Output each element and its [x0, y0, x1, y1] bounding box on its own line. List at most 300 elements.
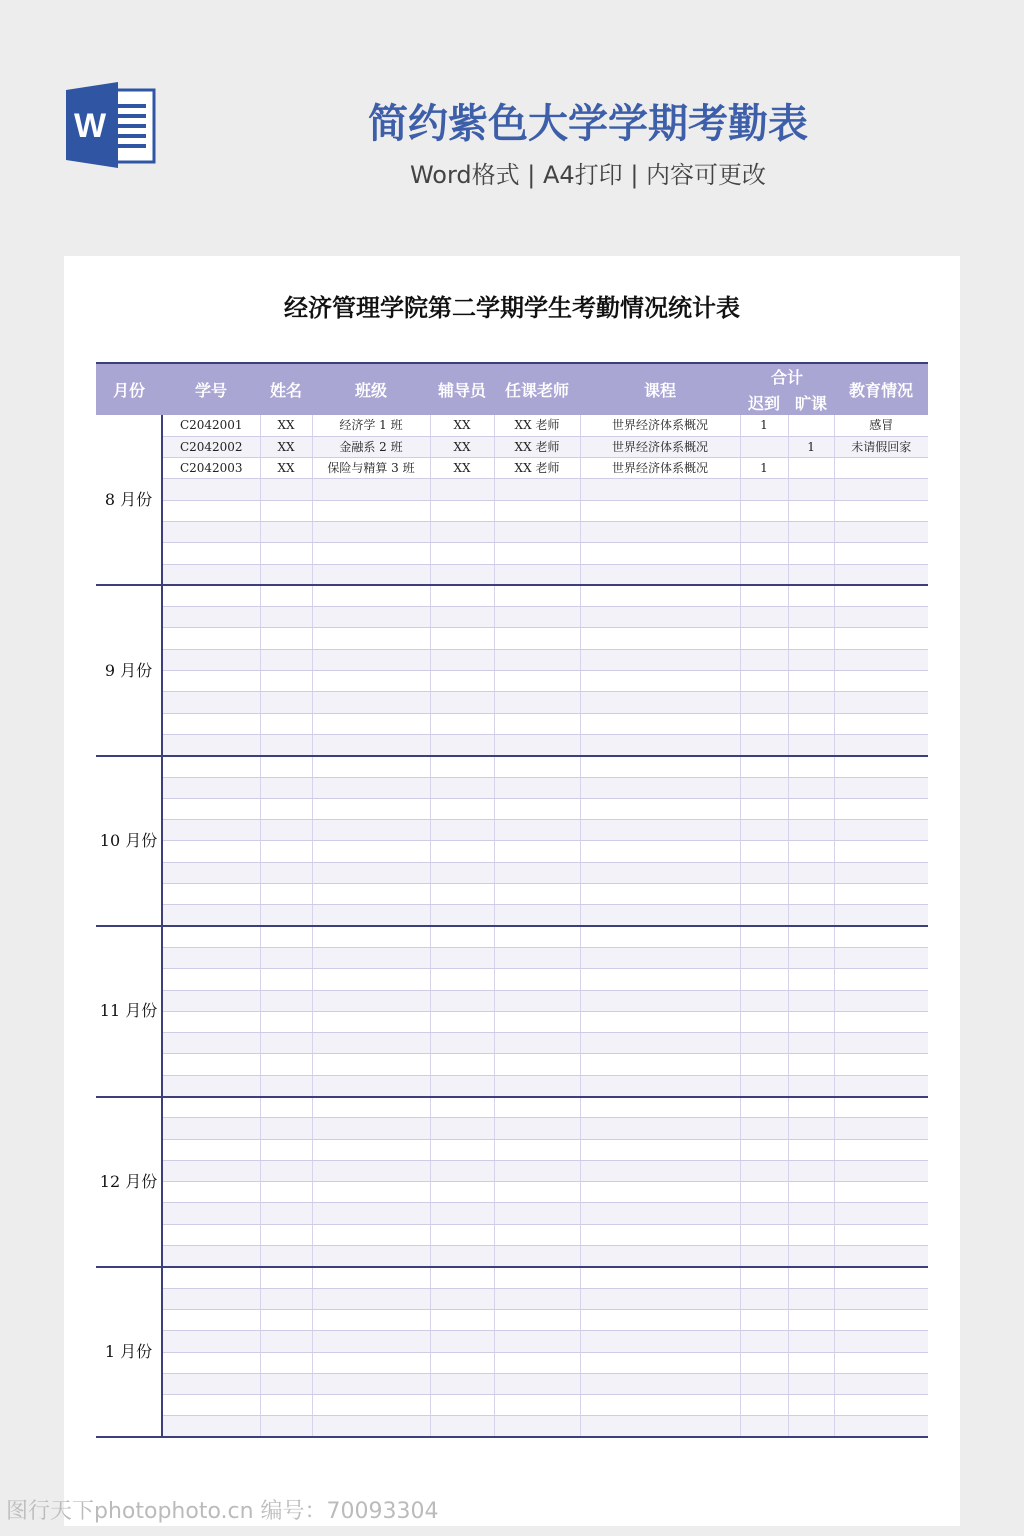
table-cell[interactable]: [580, 585, 740, 606]
table-cell[interactable]: [788, 649, 834, 670]
table-cell[interactable]: [740, 1203, 788, 1224]
table-cell[interactable]: [430, 543, 494, 564]
table-cell[interactable]: [430, 1203, 494, 1224]
table-cell[interactable]: [494, 990, 580, 1011]
table-cell[interactable]: [430, 1288, 494, 1309]
table-cell[interactable]: [312, 990, 430, 1011]
table-cell[interactable]: [740, 1182, 788, 1203]
table-cell[interactable]: [162, 926, 260, 947]
table-cell[interactable]: [260, 628, 312, 649]
table-cell[interactable]: [834, 1118, 928, 1139]
table-cell[interactable]: [788, 1309, 834, 1330]
table-cell[interactable]: [162, 1160, 260, 1181]
table-cell[interactable]: [740, 862, 788, 883]
table-cell[interactable]: [740, 777, 788, 798]
table-cell[interactable]: [740, 1416, 788, 1437]
table-cell[interactable]: [788, 1182, 834, 1203]
table-cell[interactable]: [834, 1097, 928, 1118]
table-cell[interactable]: [260, 1331, 312, 1352]
table-cell[interactable]: [580, 947, 740, 968]
table-cell[interactable]: [162, 905, 260, 926]
table-cell[interactable]: [260, 862, 312, 883]
table-cell[interactable]: [430, 841, 494, 862]
table-cell[interactable]: [162, 1054, 260, 1075]
table-cell[interactable]: [312, 500, 430, 521]
table-cell[interactable]: [430, 1309, 494, 1330]
table-cell[interactable]: [312, 585, 430, 606]
table-cell[interactable]: [834, 713, 928, 734]
table-cell[interactable]: [494, 1309, 580, 1330]
table-cell[interactable]: [580, 734, 740, 755]
table-cell[interactable]: [834, 947, 928, 968]
table-cell[interactable]: [430, 1118, 494, 1139]
table-cell[interactable]: [494, 1139, 580, 1160]
table-cell[interactable]: [834, 1075, 928, 1096]
table-cell[interactable]: [834, 820, 928, 841]
table-cell[interactable]: [430, 734, 494, 755]
table-cell[interactable]: [430, 564, 494, 585]
table-cell[interactable]: [494, 1267, 580, 1288]
table-cell[interactable]: [740, 820, 788, 841]
table-cell[interactable]: [834, 969, 928, 990]
table-cell[interactable]: [260, 1373, 312, 1394]
table-cell[interactable]: [580, 1160, 740, 1181]
table-cell[interactable]: [580, 905, 740, 926]
table-cell[interactable]: 1: [740, 458, 788, 479]
table-cell[interactable]: [430, 1267, 494, 1288]
table-cell[interactable]: [788, 1288, 834, 1309]
table-cell[interactable]: [834, 1352, 928, 1373]
table-cell[interactable]: [494, 1160, 580, 1181]
table-cell[interactable]: [260, 841, 312, 862]
table-cell[interactable]: [162, 521, 260, 542]
table-cell[interactable]: [430, 1373, 494, 1394]
table-cell[interactable]: [788, 734, 834, 755]
table-cell[interactable]: [162, 798, 260, 819]
table-cell[interactable]: [260, 543, 312, 564]
table-cell[interactable]: [312, 926, 430, 947]
table-cell[interactable]: [260, 756, 312, 777]
table-cell[interactable]: [580, 1097, 740, 1118]
table-cell[interactable]: [494, 798, 580, 819]
table-cell[interactable]: [312, 969, 430, 990]
table-cell[interactable]: XX: [260, 458, 312, 479]
table-cell[interactable]: [788, 884, 834, 905]
table-cell[interactable]: [312, 1033, 430, 1054]
table-cell[interactable]: [260, 1054, 312, 1075]
table-cell[interactable]: [788, 969, 834, 990]
table-cell[interactable]: [834, 1416, 928, 1437]
table-cell[interactable]: [494, 756, 580, 777]
table-cell[interactable]: [580, 692, 740, 713]
table-cell[interactable]: [494, 607, 580, 628]
table-cell[interactable]: [312, 1203, 430, 1224]
table-cell[interactable]: [834, 798, 928, 819]
table-cell[interactable]: [312, 1267, 430, 1288]
table-cell[interactable]: [312, 564, 430, 585]
table-cell[interactable]: [834, 1160, 928, 1181]
table-cell[interactable]: [312, 1288, 430, 1309]
table-cell[interactable]: [740, 1160, 788, 1181]
table-cell[interactable]: [788, 692, 834, 713]
table-cell[interactable]: 未请假回家: [834, 436, 928, 457]
table-cell[interactable]: [162, 607, 260, 628]
table-cell[interactable]: [740, 841, 788, 862]
table-cell[interactable]: [260, 1416, 312, 1437]
table-cell[interactable]: [788, 415, 834, 436]
table-cell[interactable]: [580, 1395, 740, 1416]
table-cell[interactable]: [312, 1246, 430, 1267]
table-cell[interactable]: [430, 926, 494, 947]
table-cell[interactable]: [494, 820, 580, 841]
table-cell[interactable]: [740, 798, 788, 819]
table-cell[interactable]: [740, 500, 788, 521]
table-cell[interactable]: [834, 479, 928, 500]
table-cell[interactable]: [740, 713, 788, 734]
table-cell[interactable]: [162, 543, 260, 564]
table-cell[interactable]: [312, 777, 430, 798]
table-cell[interactable]: [312, 692, 430, 713]
table-cell[interactable]: [430, 607, 494, 628]
table-cell[interactable]: [740, 1139, 788, 1160]
table-cell[interactable]: [494, 671, 580, 692]
table-cell[interactable]: [788, 1352, 834, 1373]
table-cell[interactable]: [834, 734, 928, 755]
table-cell[interactable]: [312, 521, 430, 542]
table-cell[interactable]: [312, 649, 430, 670]
table-cell[interactable]: [740, 1118, 788, 1139]
table-cell[interactable]: [494, 884, 580, 905]
table-cell[interactable]: [162, 564, 260, 585]
table-cell[interactable]: [260, 1139, 312, 1160]
table-cell[interactable]: [260, 1075, 312, 1096]
table-cell[interactable]: [834, 458, 928, 479]
table-cell[interactable]: [788, 926, 834, 947]
table-cell[interactable]: [788, 628, 834, 649]
table-cell[interactable]: [430, 1416, 494, 1437]
table-cell[interactable]: [162, 1075, 260, 1096]
table-cell[interactable]: [260, 1267, 312, 1288]
table-cell[interactable]: [740, 969, 788, 990]
table-cell[interactable]: [494, 1054, 580, 1075]
table-cell[interactable]: [788, 585, 834, 606]
table-cell[interactable]: [580, 628, 740, 649]
table-cell[interactable]: [312, 543, 430, 564]
table-cell[interactable]: XX 老师: [494, 415, 580, 436]
table-cell[interactable]: [788, 607, 834, 628]
table-cell[interactable]: [788, 1224, 834, 1245]
table-cell[interactable]: [162, 628, 260, 649]
table-cell[interactable]: [788, 862, 834, 883]
table-cell[interactable]: [580, 649, 740, 670]
table-cell[interactable]: [312, 905, 430, 926]
table-cell[interactable]: [260, 777, 312, 798]
table-cell[interactable]: 1: [740, 415, 788, 436]
table-cell[interactable]: [580, 1011, 740, 1032]
table-cell[interactable]: [494, 521, 580, 542]
table-cell[interactable]: [260, 820, 312, 841]
table-cell[interactable]: [788, 1160, 834, 1181]
table-cell[interactable]: [260, 500, 312, 521]
table-cell[interactable]: [260, 1097, 312, 1118]
table-cell[interactable]: [312, 1118, 430, 1139]
table-cell[interactable]: [788, 564, 834, 585]
table-cell[interactable]: [430, 1224, 494, 1245]
table-cell[interactable]: [312, 1331, 430, 1352]
table-cell[interactable]: [788, 1054, 834, 1075]
table-cell[interactable]: [494, 1395, 580, 1416]
table-cell[interactable]: [788, 1139, 834, 1160]
table-cell[interactable]: [430, 756, 494, 777]
table-cell[interactable]: [834, 564, 928, 585]
table-cell[interactable]: [580, 479, 740, 500]
table-cell[interactable]: [740, 671, 788, 692]
table-cell[interactable]: [430, 1331, 494, 1352]
table-cell[interactable]: [788, 905, 834, 926]
table-cell[interactable]: [788, 820, 834, 841]
table-cell[interactable]: [430, 585, 494, 606]
table-cell[interactable]: C2042002: [162, 436, 260, 457]
table-cell[interactable]: [740, 756, 788, 777]
table-cell[interactable]: [788, 1011, 834, 1032]
table-cell[interactable]: [430, 713, 494, 734]
table-cell[interactable]: [430, 521, 494, 542]
table-cell[interactable]: [312, 1182, 430, 1203]
table-cell[interactable]: [834, 607, 928, 628]
table-cell[interactable]: [834, 1288, 928, 1309]
table-cell[interactable]: [494, 692, 580, 713]
table-cell[interactable]: [260, 884, 312, 905]
table-cell[interactable]: 经济学 1 班: [312, 415, 430, 436]
table-cell[interactable]: [162, 990, 260, 1011]
table-cell[interactable]: [430, 1182, 494, 1203]
table-cell[interactable]: [788, 841, 834, 862]
table-cell[interactable]: [312, 479, 430, 500]
table-cell[interactable]: [580, 1182, 740, 1203]
table-cell[interactable]: [834, 1267, 928, 1288]
table-cell[interactable]: [312, 1309, 430, 1330]
table-cell[interactable]: [260, 692, 312, 713]
table-cell[interactable]: [430, 1011, 494, 1032]
table-cell[interactable]: [162, 713, 260, 734]
table-cell[interactable]: [580, 1139, 740, 1160]
table-cell[interactable]: [494, 1373, 580, 1394]
table-cell[interactable]: [430, 1097, 494, 1118]
table-cell[interactable]: [162, 841, 260, 862]
table-cell[interactable]: [740, 1054, 788, 1075]
table-cell[interactable]: [260, 649, 312, 670]
table-cell[interactable]: XX: [260, 415, 312, 436]
table-cell[interactable]: [494, 841, 580, 862]
table-cell[interactable]: [740, 905, 788, 926]
table-cell[interactable]: [494, 969, 580, 990]
table-cell[interactable]: [312, 1075, 430, 1096]
table-cell[interactable]: [580, 990, 740, 1011]
table-cell[interactable]: [834, 1139, 928, 1160]
table-cell[interactable]: [788, 1395, 834, 1416]
table-cell[interactable]: [260, 1309, 312, 1330]
table-cell[interactable]: [312, 1373, 430, 1394]
table-cell[interactable]: [580, 862, 740, 883]
table-cell[interactable]: [162, 1246, 260, 1267]
table-cell[interactable]: [834, 1309, 928, 1330]
table-cell[interactable]: [788, 1331, 834, 1352]
table-cell[interactable]: [580, 1352, 740, 1373]
table-cell[interactable]: [162, 1182, 260, 1203]
table-cell[interactable]: [834, 756, 928, 777]
table-cell[interactable]: [834, 905, 928, 926]
table-cell[interactable]: [788, 756, 834, 777]
table-cell[interactable]: [580, 1203, 740, 1224]
table-cell[interactable]: [312, 841, 430, 862]
table-cell[interactable]: [494, 926, 580, 947]
table-cell[interactable]: [834, 500, 928, 521]
table-cell[interactable]: [260, 607, 312, 628]
table-cell[interactable]: C2042003: [162, 458, 260, 479]
table-cell[interactable]: [740, 436, 788, 457]
table-cell[interactable]: [260, 1118, 312, 1139]
table-cell[interactable]: [494, 564, 580, 585]
table-cell[interactable]: [260, 585, 312, 606]
table-cell[interactable]: [788, 1246, 834, 1267]
table-cell[interactable]: [312, 820, 430, 841]
table-cell[interactable]: [260, 713, 312, 734]
table-cell[interactable]: [430, 1395, 494, 1416]
table-cell[interactable]: [740, 649, 788, 670]
table-cell[interactable]: [312, 798, 430, 819]
table-cell[interactable]: [580, 543, 740, 564]
table-cell[interactable]: [580, 1373, 740, 1394]
table-cell[interactable]: [580, 1224, 740, 1245]
table-cell[interactable]: [494, 1352, 580, 1373]
table-cell[interactable]: [834, 692, 928, 713]
table-cell[interactable]: [312, 1224, 430, 1245]
table-cell[interactable]: [580, 777, 740, 798]
table-cell[interactable]: [834, 585, 928, 606]
table-cell[interactable]: XX: [430, 436, 494, 457]
table-cell[interactable]: [788, 1118, 834, 1139]
table-cell[interactable]: [494, 500, 580, 521]
table-cell[interactable]: [162, 1373, 260, 1394]
table-cell[interactable]: [260, 969, 312, 990]
table-cell[interactable]: [162, 1267, 260, 1288]
table-cell[interactable]: [260, 479, 312, 500]
table-cell[interactable]: [580, 969, 740, 990]
table-cell[interactable]: [430, 1246, 494, 1267]
table-cell[interactable]: [430, 798, 494, 819]
table-cell[interactable]: [740, 1395, 788, 1416]
table-cell[interactable]: [162, 1395, 260, 1416]
table-cell[interactable]: [788, 947, 834, 968]
table-cell[interactable]: [740, 607, 788, 628]
table-cell[interactable]: [312, 1395, 430, 1416]
table-cell[interactable]: [430, 884, 494, 905]
table-cell[interactable]: [260, 947, 312, 968]
table-cell[interactable]: [740, 734, 788, 755]
table-cell[interactable]: [740, 628, 788, 649]
table-cell[interactable]: [788, 543, 834, 564]
table-cell[interactable]: [312, 628, 430, 649]
table-cell[interactable]: [494, 1118, 580, 1139]
table-cell[interactable]: [430, 1139, 494, 1160]
table-cell[interactable]: [788, 777, 834, 798]
table-cell[interactable]: [162, 1309, 260, 1330]
table-cell[interactable]: [834, 543, 928, 564]
table-cell[interactable]: [740, 585, 788, 606]
table-cell[interactable]: 世界经济体系概况: [580, 415, 740, 436]
table-cell[interactable]: [260, 905, 312, 926]
table-cell[interactable]: [162, 884, 260, 905]
table-cell[interactable]: [788, 713, 834, 734]
table-cell[interactable]: [580, 564, 740, 585]
table-cell[interactable]: [834, 1054, 928, 1075]
table-cell[interactable]: [430, 862, 494, 883]
table-cell[interactable]: [740, 521, 788, 542]
table-cell[interactable]: [162, 1352, 260, 1373]
table-cell[interactable]: [162, 585, 260, 606]
table-cell[interactable]: [834, 1331, 928, 1352]
table-cell[interactable]: [260, 1352, 312, 1373]
table-cell[interactable]: [430, 649, 494, 670]
table-cell[interactable]: [162, 1224, 260, 1245]
table-cell[interactable]: [834, 1203, 928, 1224]
table-cell[interactable]: [162, 820, 260, 841]
table-cell[interactable]: [740, 1352, 788, 1373]
table-cell[interactable]: [312, 1416, 430, 1437]
table-cell[interactable]: XX 老师: [494, 458, 580, 479]
table-cell[interactable]: [788, 1203, 834, 1224]
table-cell[interactable]: [834, 884, 928, 905]
table-cell[interactable]: 世界经济体系概况: [580, 458, 740, 479]
table-cell[interactable]: [312, 756, 430, 777]
table-cell[interactable]: [312, 1011, 430, 1032]
table-cell[interactable]: [430, 820, 494, 841]
table-cell[interactable]: [580, 884, 740, 905]
table-cell[interactable]: [430, 777, 494, 798]
table-cell[interactable]: [494, 1011, 580, 1032]
table-cell[interactable]: [740, 564, 788, 585]
table-cell[interactable]: [260, 1203, 312, 1224]
table-cell[interactable]: [834, 1033, 928, 1054]
table-cell[interactable]: [162, 500, 260, 521]
table-cell[interactable]: [494, 1182, 580, 1203]
table-cell[interactable]: C2042001: [162, 415, 260, 436]
table-cell[interactable]: XX: [430, 415, 494, 436]
table-cell[interactable]: [788, 1373, 834, 1394]
table-cell[interactable]: [494, 1224, 580, 1245]
table-cell[interactable]: [162, 1416, 260, 1437]
table-cell[interactable]: [834, 862, 928, 883]
table-cell[interactable]: [494, 585, 580, 606]
table-cell[interactable]: [740, 926, 788, 947]
table-cell[interactable]: [260, 521, 312, 542]
table-cell[interactable]: [162, 862, 260, 883]
table-cell[interactable]: [162, 1139, 260, 1160]
table-cell[interactable]: [162, 692, 260, 713]
table-cell[interactable]: [494, 862, 580, 883]
table-cell[interactable]: [430, 1160, 494, 1181]
table-cell[interactable]: [834, 777, 928, 798]
table-cell[interactable]: [580, 1054, 740, 1075]
table-cell[interactable]: [580, 798, 740, 819]
table-cell[interactable]: [834, 841, 928, 862]
table-cell[interactable]: [788, 1033, 834, 1054]
table-cell[interactable]: [494, 649, 580, 670]
table-cell[interactable]: [494, 1246, 580, 1267]
table-cell[interactable]: [740, 1309, 788, 1330]
table-cell[interactable]: [312, 1352, 430, 1373]
table-cell[interactable]: [260, 1160, 312, 1181]
